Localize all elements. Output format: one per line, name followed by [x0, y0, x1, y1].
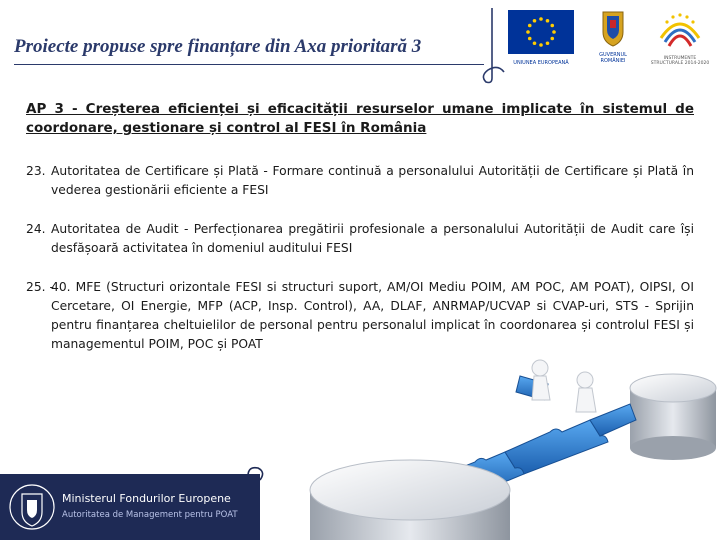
government-logo — [590, 8, 636, 68]
eu-star — [552, 30, 556, 34]
footer-banner — [0, 474, 260, 540]
eu-star — [539, 43, 543, 47]
axis-title — [26, 100, 694, 138]
left-cylinder — [310, 460, 510, 540]
list-item — [26, 220, 694, 258]
eu-flag-icon — [508, 10, 574, 54]
coat-of-arms-icon — [599, 8, 627, 48]
right-cylinder — [630, 374, 716, 460]
ministry-subtitle: Autoritatea de Management pentru POAT — [62, 510, 238, 520]
eu-star — [533, 41, 537, 45]
axis-title-text: AP 3 - Creșterea eficienței și eficacității resurselor umane implicate în sistemul de coordonare, gestionare și control al FESI în România — [26, 101, 694, 136]
ministry-name: Ministerul Fondurilor Europene — [62, 492, 231, 505]
eu-star — [550, 24, 554, 28]
page-title: Proiecte propuse spre finanțare din Axa prioritară 3 — [14, 36, 422, 57]
structural-instruments-icon — [655, 8, 705, 52]
eu-star — [528, 37, 532, 41]
eu-logo — [508, 10, 574, 66]
figures — [532, 360, 596, 412]
decorative-line — [478, 6, 508, 86]
item-number: 23. — [26, 164, 46, 178]
eu-star — [526, 30, 530, 34]
header-divider — [14, 64, 484, 65]
item-text: Autoritatea de Certificare și Plată - Formare continuă a personalului Autorității de Certificare și Plată în vederea gestionării eficiente a FESI — [51, 164, 694, 197]
item-text-bold: 40. MFE (Structuri orizontale FESI si structuri suport, AM/OI Mediu POIM, AM POC, AM POAT), OIPSI, OI Cercetare, OI Energie, MFP (ACP, Insp. Control), AA, DLAF, ANRMAP/UCVAP si CVAP-uri, STS — [51, 280, 694, 313]
eu-star — [546, 41, 550, 45]
eu-star — [539, 17, 543, 21]
puzzle-illustration — [300, 340, 720, 540]
eu-star — [546, 19, 550, 23]
government-logo-caption: GUVERNUL ROMÂNIEI — [599, 52, 627, 64]
item-text-rest: - Sprijin pentru finanțarea cheltuielilor de personal pentru personalul implicat în coordonarea și controlul FESI și managementul POIM, POC și POAT — [51, 299, 694, 351]
structural-instruments-logo — [650, 8, 710, 70]
list-item — [26, 162, 694, 200]
eu-star — [528, 24, 532, 28]
item-number: 25. - — [26, 280, 54, 294]
eu-logo-caption: UNIUNEA EUROPEANĂ — [513, 60, 569, 66]
item-number: 24. — [26, 222, 46, 236]
ministry-crest-icon — [8, 482, 56, 532]
structural-instruments-caption: INSTRUMENTE STRUCTURALE 2014-2020 — [650, 56, 710, 66]
item-text: Autoritatea de Audit - Perfecționarea pregătirii profesionale a personalului Autorității de Audit care își desfășoară activitatea în domeniul auditului FESI — [51, 222, 694, 255]
eu-star — [533, 19, 537, 23]
eu-star — [550, 37, 554, 41]
